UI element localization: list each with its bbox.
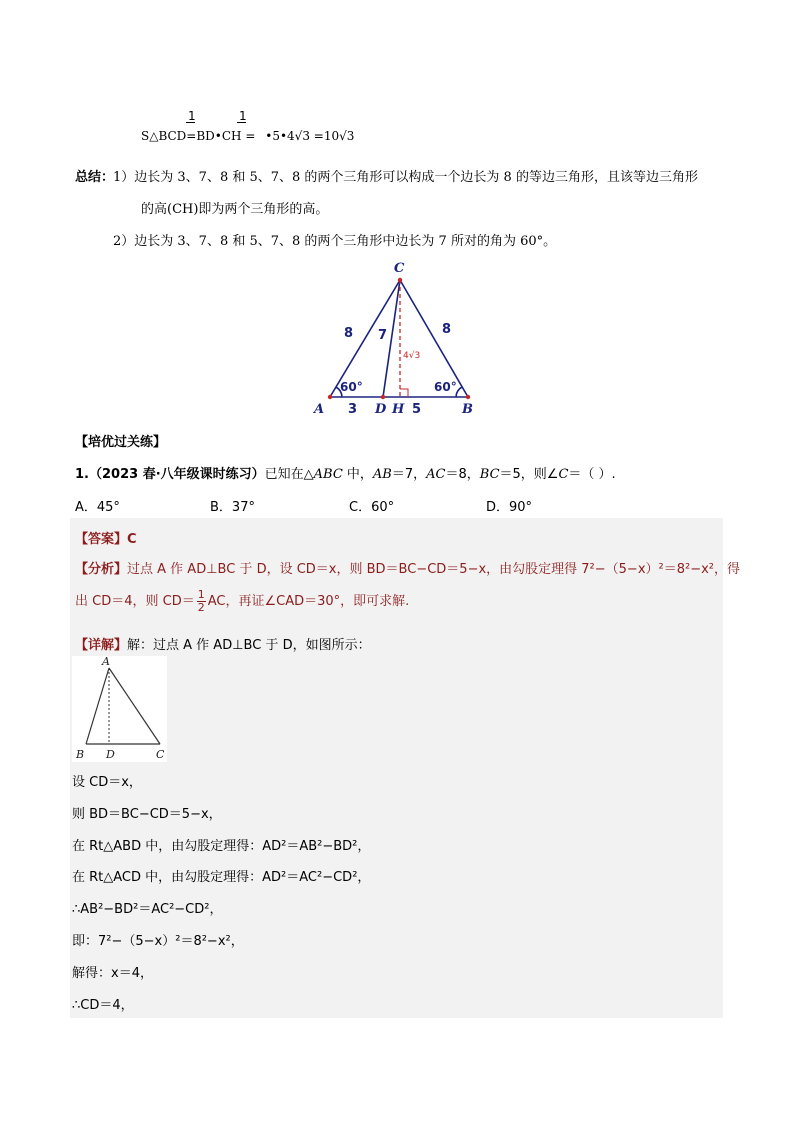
formula-fraction-bar-2 bbox=[237, 122, 246, 123]
question-abc: ABC bbox=[313, 467, 343, 482]
question-c: C bbox=[558, 467, 569, 482]
formula-half-num-1: 1 bbox=[188, 109, 196, 123]
detail-step-2: 则 BD＝BC−CD＝5−x， bbox=[72, 807, 222, 822]
detail-intro-line bbox=[75, 634, 371, 653]
fig2-label-b: B bbox=[76, 748, 85, 761]
analysis-text-2b: AC，再证∠CAD＝30°，即可求解. bbox=[207, 594, 410, 609]
summary-line-2: 2）边长为 3、7、8 和 5、7、8 的两个三角形中边长为 7 所对的角为 60°。 bbox=[113, 234, 557, 249]
question-bc: BC bbox=[479, 467, 500, 482]
detail-step-6: 即：7²−（5−x）²＝8²−x²， bbox=[72, 934, 244, 949]
angle-arc-b bbox=[456, 387, 462, 397]
analysis-text-1: 过点 A 作 AD⊥BC 于 D，设 CD＝x，则 BD＝BC−CD＝5−x，由勾股定理得 7²−（5−x）²＝8²−x²，得 bbox=[127, 562, 741, 577]
option-b: B．37° bbox=[210, 500, 255, 515]
analysis-label: 【分析】 bbox=[75, 562, 128, 577]
analysis-fraction bbox=[197, 589, 206, 614]
analysis-line-2 bbox=[75, 589, 409, 614]
question-ab: AB bbox=[372, 467, 392, 482]
summary-label: 总结： bbox=[75, 170, 115, 185]
detail-step-1: 设 CD＝x， bbox=[72, 775, 142, 790]
label-seg-hb: 5 bbox=[412, 402, 422, 417]
label-a: A bbox=[314, 402, 325, 417]
label-height: 4√3 bbox=[403, 351, 421, 361]
formula-mid: BD•CH = bbox=[196, 129, 256, 143]
fig2-label-c: C bbox=[156, 748, 165, 761]
label-h: H bbox=[392, 402, 405, 417]
analysis-text-2a: 出 CD＝4，则 CD＝ bbox=[75, 594, 195, 609]
point-c bbox=[398, 278, 402, 282]
question-number: 1. bbox=[75, 467, 89, 482]
label-b: B bbox=[462, 402, 473, 417]
section-title: 【培优过关练】 bbox=[75, 435, 167, 450]
option-c: C．60° bbox=[349, 500, 395, 515]
detail-step-3: 在 Rt△ABD 中，由勾股定理得：AD²＝AB²−BD²， bbox=[72, 839, 371, 854]
fraction-denominator: 2 bbox=[197, 601, 205, 614]
formula-sqrt-b: √3 bbox=[339, 129, 355, 143]
formula-half-num-2: 1 bbox=[239, 109, 247, 123]
detail-intro: 解：过点 A 作 AD⊥BC 于 D，如图所示： bbox=[127, 638, 371, 653]
answer-label: 【答案】 bbox=[75, 532, 128, 547]
triangle-diagram bbox=[310, 255, 490, 420]
fraction-numerator: 1 bbox=[197, 588, 205, 601]
detail-step-4: 在 Rt△ACD 中，由勾股定理得：AD²＝AC²−CD²， bbox=[72, 870, 371, 885]
detail-step-5: ∴AB²−BD²＝AC²−CD²， bbox=[72, 902, 223, 917]
detail-step-8: ∴CD＝4， bbox=[72, 998, 134, 1013]
question-eq8: ＝8， bbox=[445, 467, 480, 482]
formula-lhs: S△BCD= bbox=[141, 129, 197, 143]
label-angle-b: 60° bbox=[434, 380, 457, 394]
right-angle-mark bbox=[400, 389, 408, 397]
area-formula bbox=[141, 129, 354, 143]
point-d bbox=[381, 395, 385, 399]
label-side-cb: 8 bbox=[442, 322, 452, 337]
question-ac: AC bbox=[426, 467, 446, 482]
label-c: C bbox=[394, 261, 405, 276]
formula-fraction-bar bbox=[186, 122, 195, 123]
figure-2 bbox=[72, 656, 167, 762]
point-a bbox=[328, 395, 332, 399]
option-a: A．45° bbox=[75, 500, 120, 515]
answer-line bbox=[75, 528, 137, 547]
detail-label: 【详解】 bbox=[75, 638, 128, 653]
label-d: D bbox=[375, 402, 387, 417]
summary-line-1b: 的高(CH)即为两个三角形的高。 bbox=[141, 202, 329, 217]
label-seg-ad: 3 bbox=[348, 402, 358, 417]
question-text-a: 已知在△ bbox=[264, 467, 314, 482]
label-side-cd: 7 bbox=[378, 328, 388, 343]
point-b bbox=[466, 395, 470, 399]
option-d: D．90° bbox=[486, 500, 533, 515]
fig2-label-d: D bbox=[106, 748, 115, 761]
question-stem bbox=[75, 463, 616, 482]
formula-sqrt: √3 bbox=[294, 129, 310, 143]
question-eq7: ＝7， bbox=[391, 467, 427, 482]
detail-step-7: 解得：x＝4， bbox=[72, 966, 153, 981]
question-tail: ＝（ ）. bbox=[568, 467, 616, 482]
question-source: （2023 春·八年级课时练习） bbox=[88, 467, 265, 482]
question-text-b: 中， bbox=[342, 467, 373, 482]
formula-rhs2: =10 bbox=[313, 129, 340, 143]
summary-line-1: 1）边长为 3、7、8 和 5、7、8 的两个三角形可以构成一个边长为 8 的等边三角形，且该等边三角形 bbox=[113, 170, 698, 185]
fig2-label-a: A bbox=[102, 656, 110, 668]
analysis-line-1 bbox=[75, 558, 740, 577]
label-angle-a: 60° bbox=[340, 380, 363, 394]
answer-value: C bbox=[127, 532, 137, 547]
question-eq5: ＝5，则∠ bbox=[499, 467, 559, 482]
label-side-ac: 8 bbox=[344, 326, 354, 341]
formula-rhs1: •5•4 bbox=[265, 129, 295, 143]
